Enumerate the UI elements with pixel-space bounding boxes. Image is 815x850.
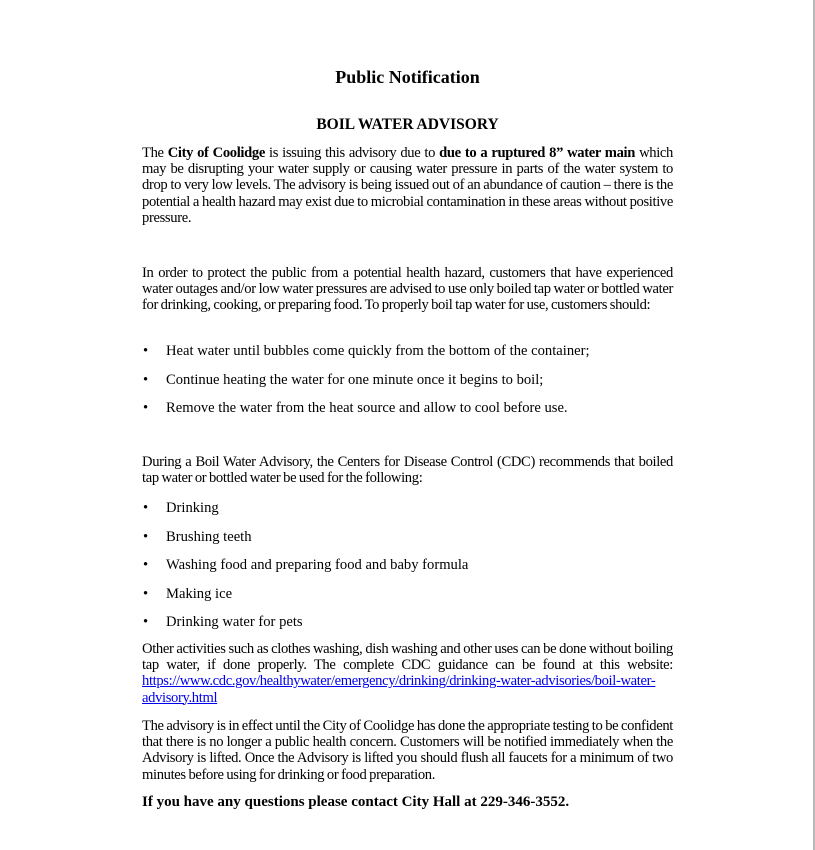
bullet-icon: • xyxy=(143,528,149,545)
effect-paragraph: The advisory is in effect until the City of Coolidge has done the appropriate testing to be confident that there is no longer a public health concern. Customers will be notified immediately when the Advisory is lifted. Once the Advisory is lifted you should flush all faucets for a minimum of two minutes before using for drinking or food preparation. xyxy=(142,718,673,783)
bullet-icon: • xyxy=(143,343,149,359)
bullet-icon: • xyxy=(143,400,149,417)
bullet-icon: • xyxy=(143,614,149,631)
list-item-text: Drinking water for pets xyxy=(166,614,303,631)
bullet-icon: • xyxy=(143,500,149,516)
list-item xyxy=(142,557,673,586)
intro-prefix: The xyxy=(142,145,168,161)
contact-line: If you have any questions please contact City Hall at 229-346-3552. xyxy=(142,794,570,810)
bullet-icon: • xyxy=(143,585,149,602)
protect-paragraph: In order to protect the public from a potential health hazard, customers that have experienced water outages and/or low water pressures are advised to use only boiled tap water or bottled water for drinking, cooking, or preparing food. To properly boil tap water for use, customers should: xyxy=(142,265,673,314)
advisory-heading: BOIL WATER ADVISORY xyxy=(316,116,499,133)
list-item-text: Heat water until bubbles come quickly from the bottom of the container; xyxy=(166,343,590,359)
boil-steps-list xyxy=(142,343,673,429)
bullet-icon: • xyxy=(143,371,149,388)
list-item-text: Washing food and preparing food and baby formula xyxy=(166,557,469,574)
cdc-guidance-link[interactable]: https://www.cdc.gov/healthywater/emergency/drinking/drinking-water-advisories/boil-water-advisory.html xyxy=(142,673,656,706)
list-item-text: Continue heating the water for one minute once it begins to boil; xyxy=(166,371,544,388)
list-item xyxy=(142,500,673,529)
intro-rest: which may be disrupting your water supply or causing water pressure in parts of the water system to drop to very low levels. The advisory is being issued out of an abundance of caution – there is the potential a health hazard may exist due to microbial contamination in these areas without positive pressure. xyxy=(142,145,673,226)
intro-paragraph xyxy=(142,145,673,226)
cdc-paragraph: During a Boil Water Advisory, the Centers for Disease Control (CDC) recommends that boiled tap water or bottled water be used for the following: xyxy=(142,454,673,487)
list-item-text: Drinking xyxy=(166,500,219,516)
other-activities-paragraph xyxy=(142,641,673,706)
list-item-text: Making ice xyxy=(166,585,233,602)
list-item-text: Remove the water from the heat source and allow to cool before use. xyxy=(166,400,568,417)
list-item-text: Brushing teeth xyxy=(166,528,252,545)
page-title: Public Notification xyxy=(335,67,480,87)
list-item xyxy=(142,586,673,615)
list-item xyxy=(142,614,673,643)
advisory-cause: due to a ruptured 8” water main xyxy=(439,145,636,161)
other-activities-text: Other activities such as clothes washing, dish washing and other uses can be done without boiling tap water, if done properly. The complete CDC guidance can be found at this website: xyxy=(142,641,673,674)
list-item xyxy=(142,343,673,372)
bullet-icon: • xyxy=(143,557,149,574)
intro-middle: is issuing this advisory due to xyxy=(264,145,440,161)
list-item xyxy=(142,372,673,401)
city-name: City of Coolidge xyxy=(167,145,265,161)
uses-list xyxy=(142,500,673,643)
list-item xyxy=(142,529,673,558)
list-item xyxy=(142,400,673,429)
